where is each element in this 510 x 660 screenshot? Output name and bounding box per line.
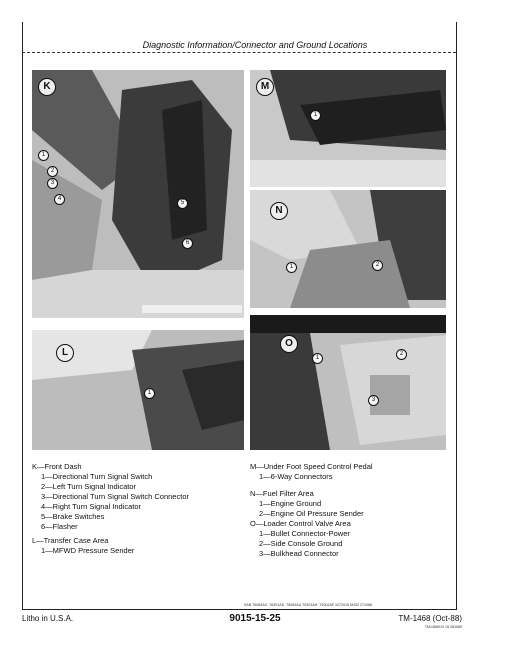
caption-n-item: 1—Engine Ground [259,499,322,508]
page-number: 9015-15-25 [229,613,281,624]
photo-k-label: K [38,78,56,96]
photo-l-callout: 1 [144,388,155,399]
caption-k-item: 6—Flasher [41,522,78,531]
photo-o-image [250,315,446,450]
caption-o [250,519,351,559]
photo-k-callout: 3 [47,178,58,189]
caption-n [250,489,364,519]
photo-o-callout: 1 [312,353,323,364]
photo-m-label: M [256,78,274,96]
caption-k [32,462,189,532]
photo-k-callout: 6 [182,238,193,249]
photo-m-callout: 1 [310,110,321,121]
caption-k-item: 5—Brake Switches [41,512,105,521]
photo-o-label: O [280,335,298,353]
page-header-title: Diagnostic Information/Connector and Ground Locations [142,40,368,50]
footer-divider [22,609,456,610]
photo-m-foot-pedal [250,70,446,187]
photo-k-callout: 2 [47,166,58,177]
photo-l-label: L [56,344,74,362]
footer-serial-line: SAB.T6084AX, T6301AK, T6084AU T6301AH, T6302AF 1072015 M432 271088 [244,603,373,607]
footer-small-code: TM1468919 15 281089 [424,625,462,629]
photo-k-front-dash [32,70,244,318]
caption-k-item: 2—Left Turn Signal Indicator [41,482,137,491]
footer-litho: Litho in U.S.A. [22,614,74,623]
caption-l-title: L—Transfer Case Area [32,536,109,545]
caption-k-title: K—Front Dash [32,462,82,471]
photo-n-fuel-filter [250,190,446,308]
footer-tm-code: TM-1468 (Oct-88) [398,614,462,623]
caption-o-item: 1—Bullet Connector-Power [259,529,350,538]
photo-l-transfer-case [32,330,244,450]
caption-k-item: 1—Directional Turn Signal Switch [41,472,153,481]
photo-k-callout: 5 [177,198,188,209]
photo-n-label: N [270,202,288,220]
caption-k-item: 3—Directional Turn Signal Switch Connector [41,492,189,501]
photo-o-callout: 2 [396,349,407,360]
caption-o-title: O—Loader Control Valve Area [250,519,351,528]
photo-o-loader-valve [250,315,446,450]
caption-m-title: M—Under Foot Speed Control Pedal [250,462,373,471]
photo-n-callout: 2 [372,260,383,271]
caption-o-item: 3—Bulkhead Connector [259,549,339,558]
photo-k-callout: 1 [38,150,49,161]
caption-l-item: 1—MFWD Pressure Sender [41,546,135,555]
caption-m-item: 1—6-Way Connectors [259,472,333,481]
caption-n-title: N—Fuel Filter Area [250,489,314,498]
photo-k-callout: 4 [54,194,65,205]
caption-k-item: 4—Right Turn Signal Indicator [41,502,142,511]
photo-n-callout: 1 [286,262,297,273]
caption-m [250,462,373,482]
photo-o-callout: 3 [368,395,379,406]
header-divider [22,52,456,53]
photo-m-image [250,70,446,187]
photo-k-image [32,70,244,318]
caption-o-item: 2—Side Console Ground [259,539,343,548]
caption-l [32,536,134,556]
caption-n-item: 2—Engine Oil Pressure Sender [259,509,364,518]
